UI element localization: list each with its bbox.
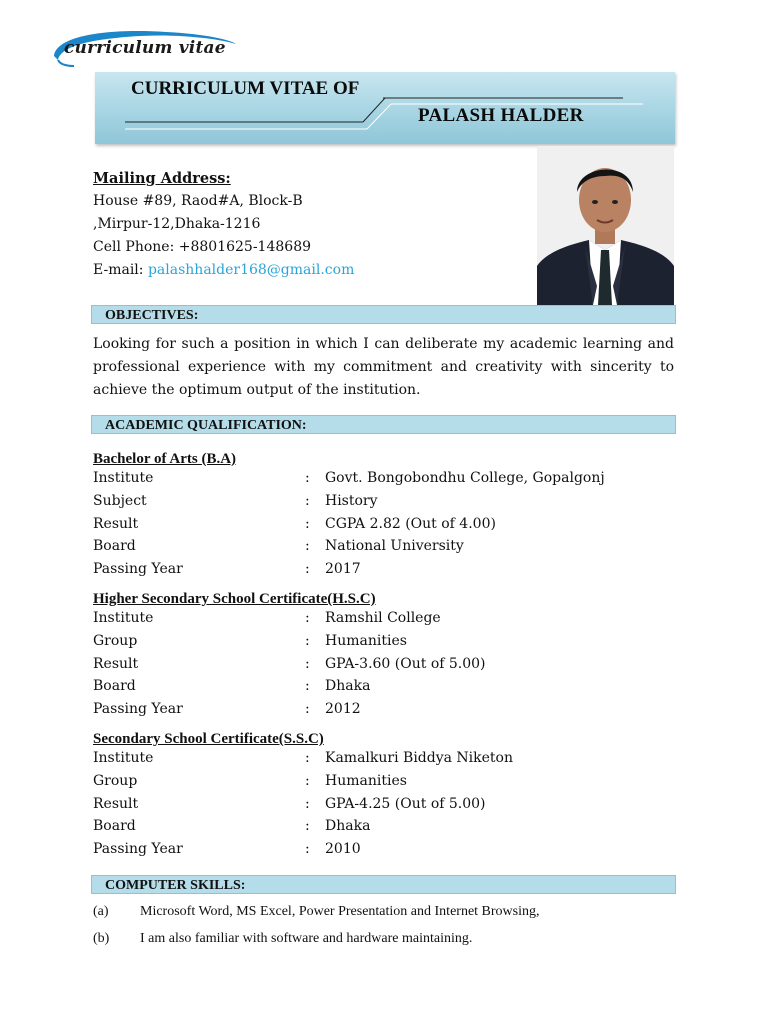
row-colon: : (305, 561, 310, 578)
row-colon: : (305, 632, 310, 649)
row-label: Passing Year (93, 701, 183, 718)
qualification-row (93, 656, 673, 678)
qualification-title: Higher Secondary School Certificate(H.S.C) (93, 591, 376, 607)
qualification-row (93, 796, 673, 818)
row-label: Passing Year (93, 841, 183, 858)
row-colon: : (305, 492, 310, 509)
profile-photo (537, 146, 674, 305)
row-value: History (325, 492, 378, 509)
qualification-row (93, 701, 673, 723)
qualification-row (93, 818, 673, 840)
row-colon: : (305, 538, 310, 555)
row-label: Institute (93, 750, 154, 766)
row-label: Board (93, 538, 136, 555)
row-label: Subject (93, 492, 147, 509)
banner-title: CURRICULUM VITAE OF (131, 78, 360, 99)
email-line (93, 259, 354, 282)
row-colon: : (305, 750, 310, 766)
address-line-1: House #89, Raod#A, Block-B (93, 193, 303, 209)
row-label: Group (93, 632, 138, 649)
row-label: Institute (93, 470, 154, 486)
qualification-row (93, 610, 673, 632)
qualification-title: Bachelor of Arts (B.A) (93, 451, 237, 467)
row-label: Result (93, 795, 139, 812)
qualification-title: Secondary School Certificate(S.S.C) (93, 731, 324, 747)
row-colon: : (305, 678, 310, 695)
email-label: E-mail: (93, 262, 148, 278)
candidate-name: PALASH HALDER (418, 105, 584, 126)
row-value: GPA-4.25 (Out of 5.00) (325, 795, 486, 812)
skill-marker: (b) (93, 931, 110, 946)
contact-block (93, 167, 354, 282)
qualification-row (93, 561, 673, 583)
row-value: National University (325, 538, 464, 555)
row-colon: : (305, 610, 310, 626)
address-line-2: ,Mirpur-12,Dhaka-1216 (93, 216, 261, 232)
row-colon: : (305, 795, 310, 812)
title-banner (95, 72, 675, 144)
row-label: Board (93, 678, 136, 695)
row-value: GPA-3.60 (Out of 5.00) (325, 655, 486, 672)
row-value: Dhaka (325, 678, 371, 695)
row-colon: : (305, 470, 310, 486)
row-label: Institute (93, 610, 154, 626)
row-colon: : (305, 818, 310, 835)
qualification-row (93, 773, 673, 795)
objective-text: Looking for such a position in which I can deliberate my academic learning and professional experience with my commitment and creativity with sincerity to achieve the optimum output of the institution. (93, 336, 674, 398)
row-label: Group (93, 772, 138, 789)
row-colon: : (305, 701, 310, 718)
qualification-row (93, 493, 673, 515)
row-value: CGPA 2.82 (Out of 4.00) (325, 515, 496, 532)
qualification-row (93, 633, 673, 655)
phone-line (93, 236, 354, 259)
phone-label: Cell Phone: (93, 239, 179, 255)
email-link[interactable]: palashhalder168@gmail.com (147, 262, 355, 278)
mailing-address-heading: Mailing Address: (93, 170, 231, 187)
logo-text: curriculum vitae (64, 38, 226, 58)
row-value: 2017 (325, 561, 361, 578)
row-label: Passing Year (93, 561, 183, 578)
row-label: Result (93, 515, 139, 532)
skill-text: I am also familiar with software and hardware maintaining. (140, 931, 473, 946)
row-value: Ramshil College (325, 610, 441, 626)
qualification-row (93, 841, 673, 863)
row-colon: : (305, 655, 310, 672)
row-colon: : (305, 841, 310, 858)
row-label: Board (93, 818, 136, 835)
qualification-row (93, 470, 673, 492)
qualification-row (93, 678, 673, 700)
row-value: Govt. Bongobondhu College, Gopalgonj (325, 470, 605, 486)
row-value: Dhaka (325, 818, 371, 835)
row-colon: : (305, 515, 310, 532)
row-value: Humanities (325, 772, 407, 789)
row-colon: : (305, 772, 310, 789)
computer-skills-heading: COMPUTER SKILLS: (91, 875, 676, 894)
row-value: 2010 (325, 841, 361, 858)
row-value: Humanities (325, 632, 407, 649)
objectives-heading: OBJECTIVES: (91, 305, 676, 324)
qualification-row (93, 538, 673, 560)
academic-qualification-heading: ACADEMIC QUALIFICATION: (91, 415, 676, 434)
skill-text: Microsoft Word, MS Excel, Power Presentation and Internet Browsing, (140, 904, 540, 919)
skill-marker: (a) (93, 904, 109, 919)
row-label: Result (93, 655, 139, 672)
qualification-row (93, 750, 673, 772)
phone-number: +8801625-148689 (178, 239, 312, 255)
row-value: Kamalkuri Biddya Niketon (325, 750, 513, 766)
row-value: 2012 (325, 701, 361, 718)
person-portrait-icon (537, 146, 674, 305)
qualification-row (93, 516, 673, 538)
